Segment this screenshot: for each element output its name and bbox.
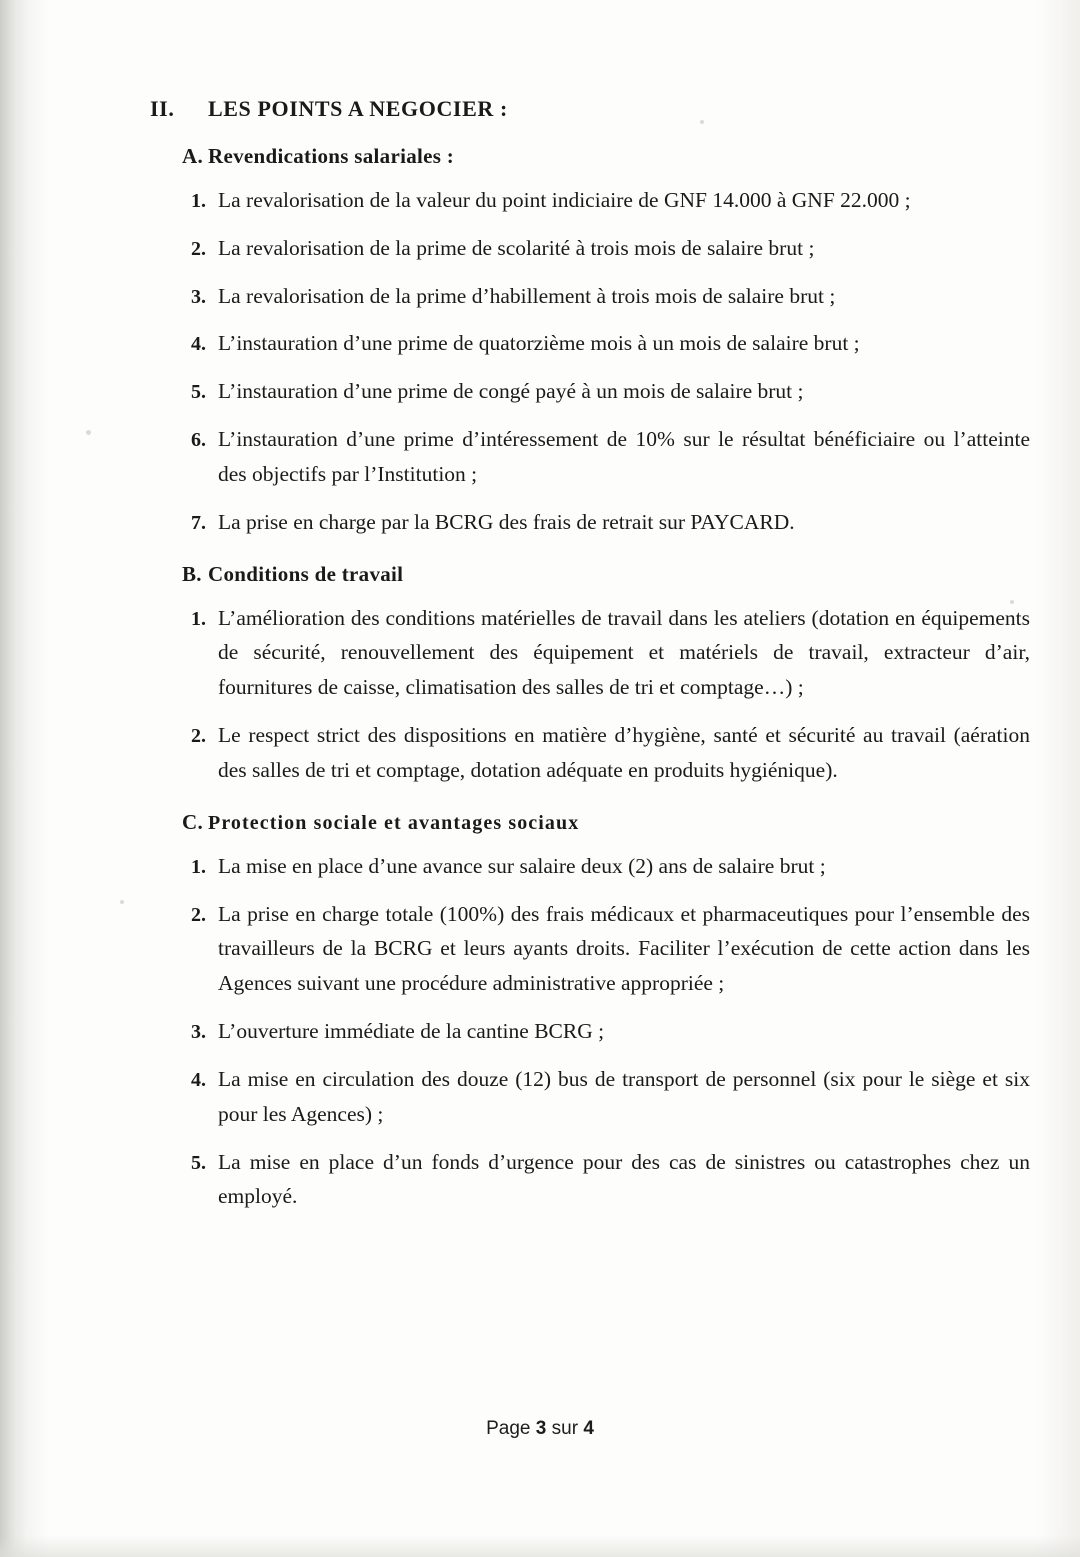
subsection-letter: B. [182,561,202,586]
subsection-letter: C. [182,809,204,834]
list-item-text: La revalorisation de la prime de scolarité à trois mois de salaire brut ; [218,235,815,260]
subsection-letter: A. [182,144,204,168]
list-marker: 2. [191,725,206,748]
section-heading-ii [150,96,1030,122]
list-marker: 5. [191,1151,206,1174]
list-item [150,505,1030,540]
list-item [150,718,1030,788]
list-item-text: La prise en charge totale (100%) des frais médicaux et pharmaceutiques pour l’ensemble des travailleurs de la BCRG et leurs ayants droits. Faciliter l’exécution de cette action dans les Agences suivant une procédure administrative appropriée ; [218,901,1030,996]
list-item-text: L’instauration d’une prime de quatorzième mois à un mois de salaire brut ; [218,331,860,356]
list-item [150,849,1030,884]
page-footer [0,1418,1080,1440]
subsection-heading-c [150,810,1030,835]
list-item [150,231,1030,266]
footer-page-number: 3 [535,1418,547,1439]
footer-prefix: Page [486,1418,531,1439]
list-subsection-a [150,183,1030,540]
list-item [150,897,1030,1001]
footer-total-pages: 4 [583,1418,594,1439]
list-item [150,1014,1030,1049]
list-item-text: L’amélioration des conditions matérielles de travail dans les ateliers (dotation en équipements de sécurité, renouvellement des équipement et matériels de travail, extracteur d’air, fournitures de caisse, climatisation des salles de tri et comptage…) ; [218,605,1030,700]
list-marker: 7. [191,511,206,534]
section-title: LES POINTS A NEGOCIER : [208,96,508,121]
list-marker: 2. [191,903,206,926]
scan-speck [86,430,91,435]
list-subsection-c [150,849,1030,1214]
list-marker: 3. [191,285,206,308]
list-marker: 1. [191,855,206,878]
section-number: II. [150,96,175,121]
list-marker: 2. [191,237,206,260]
list-marker: 4. [191,1068,206,1091]
list-item-text: L’instauration d’une prime de congé payé à un mois de salaire brut ; [218,379,804,404]
list-marker: 3. [191,1021,206,1044]
list-item-text: La mise en place d’une avance sur salaire deux (2) ans de salaire brut ; [218,853,826,878]
list-item-text: L’ouverture immédiate de la cantine BCRG ; [218,1019,605,1044]
subsection-title: Conditions de travail [208,561,404,586]
list-item [150,279,1030,314]
list-item-text: La prise en charge par la BCRG des frais de retrait sur PAYCARD. [218,509,795,534]
subsection-title: Protection sociale et avantages sociaux [208,811,580,834]
scan-speck [120,900,124,904]
list-marker: 1. [191,607,206,630]
list-item-text: L’instauration d’une prime d’intéressement de 10% sur le résultat bénéficiaire ou l’atteinte des objectifs par l’Institution ; [218,427,1030,486]
page-left-edge-shadow [0,0,26,1557]
list-marker: 6. [191,429,206,452]
list-item [150,183,1030,218]
list-item-text: La mise en circulation des douze (12) bus de transport de personnel (six pour le siège et six pour les Agences) ; [218,1066,1030,1126]
list-item-text: Le respect strict des dispositions en matière d’hygiène, santé et sécurité au travail (aération des salles de tri et comptage, dotation adéquate en produits hygiénique). [218,723,1030,782]
list-subsection-b [150,601,1030,788]
list-item [150,374,1030,409]
list-item [150,1145,1030,1215]
list-item [150,1062,1030,1132]
list-item-text: La revalorisation de la valeur du point indiciaire de GNF 14.000 à GNF 22.000 ; [218,188,911,212]
list-marker: 5. [191,381,206,404]
document-body [150,96,1030,1227]
list-marker: 1. [191,190,206,212]
subsection-title: Revendications salariales : [208,144,455,168]
footer-middle: sur [551,1418,579,1439]
list-item [150,601,1030,705]
page-bottom-edge-shadow [0,1535,1080,1557]
list-item [150,326,1030,361]
subsection-heading-a [150,144,1030,169]
list-item-text: La revalorisation de la prime d’habillement à trois mois de salaire brut ; [218,283,836,308]
list-marker: 4. [191,333,206,356]
list-item [150,422,1030,492]
subsection-heading-b [150,562,1030,587]
list-item-text: La mise en place d’un fonds d’urgence pour des cas de sinistres ou catastrophes chez un employé. [218,1149,1030,1209]
